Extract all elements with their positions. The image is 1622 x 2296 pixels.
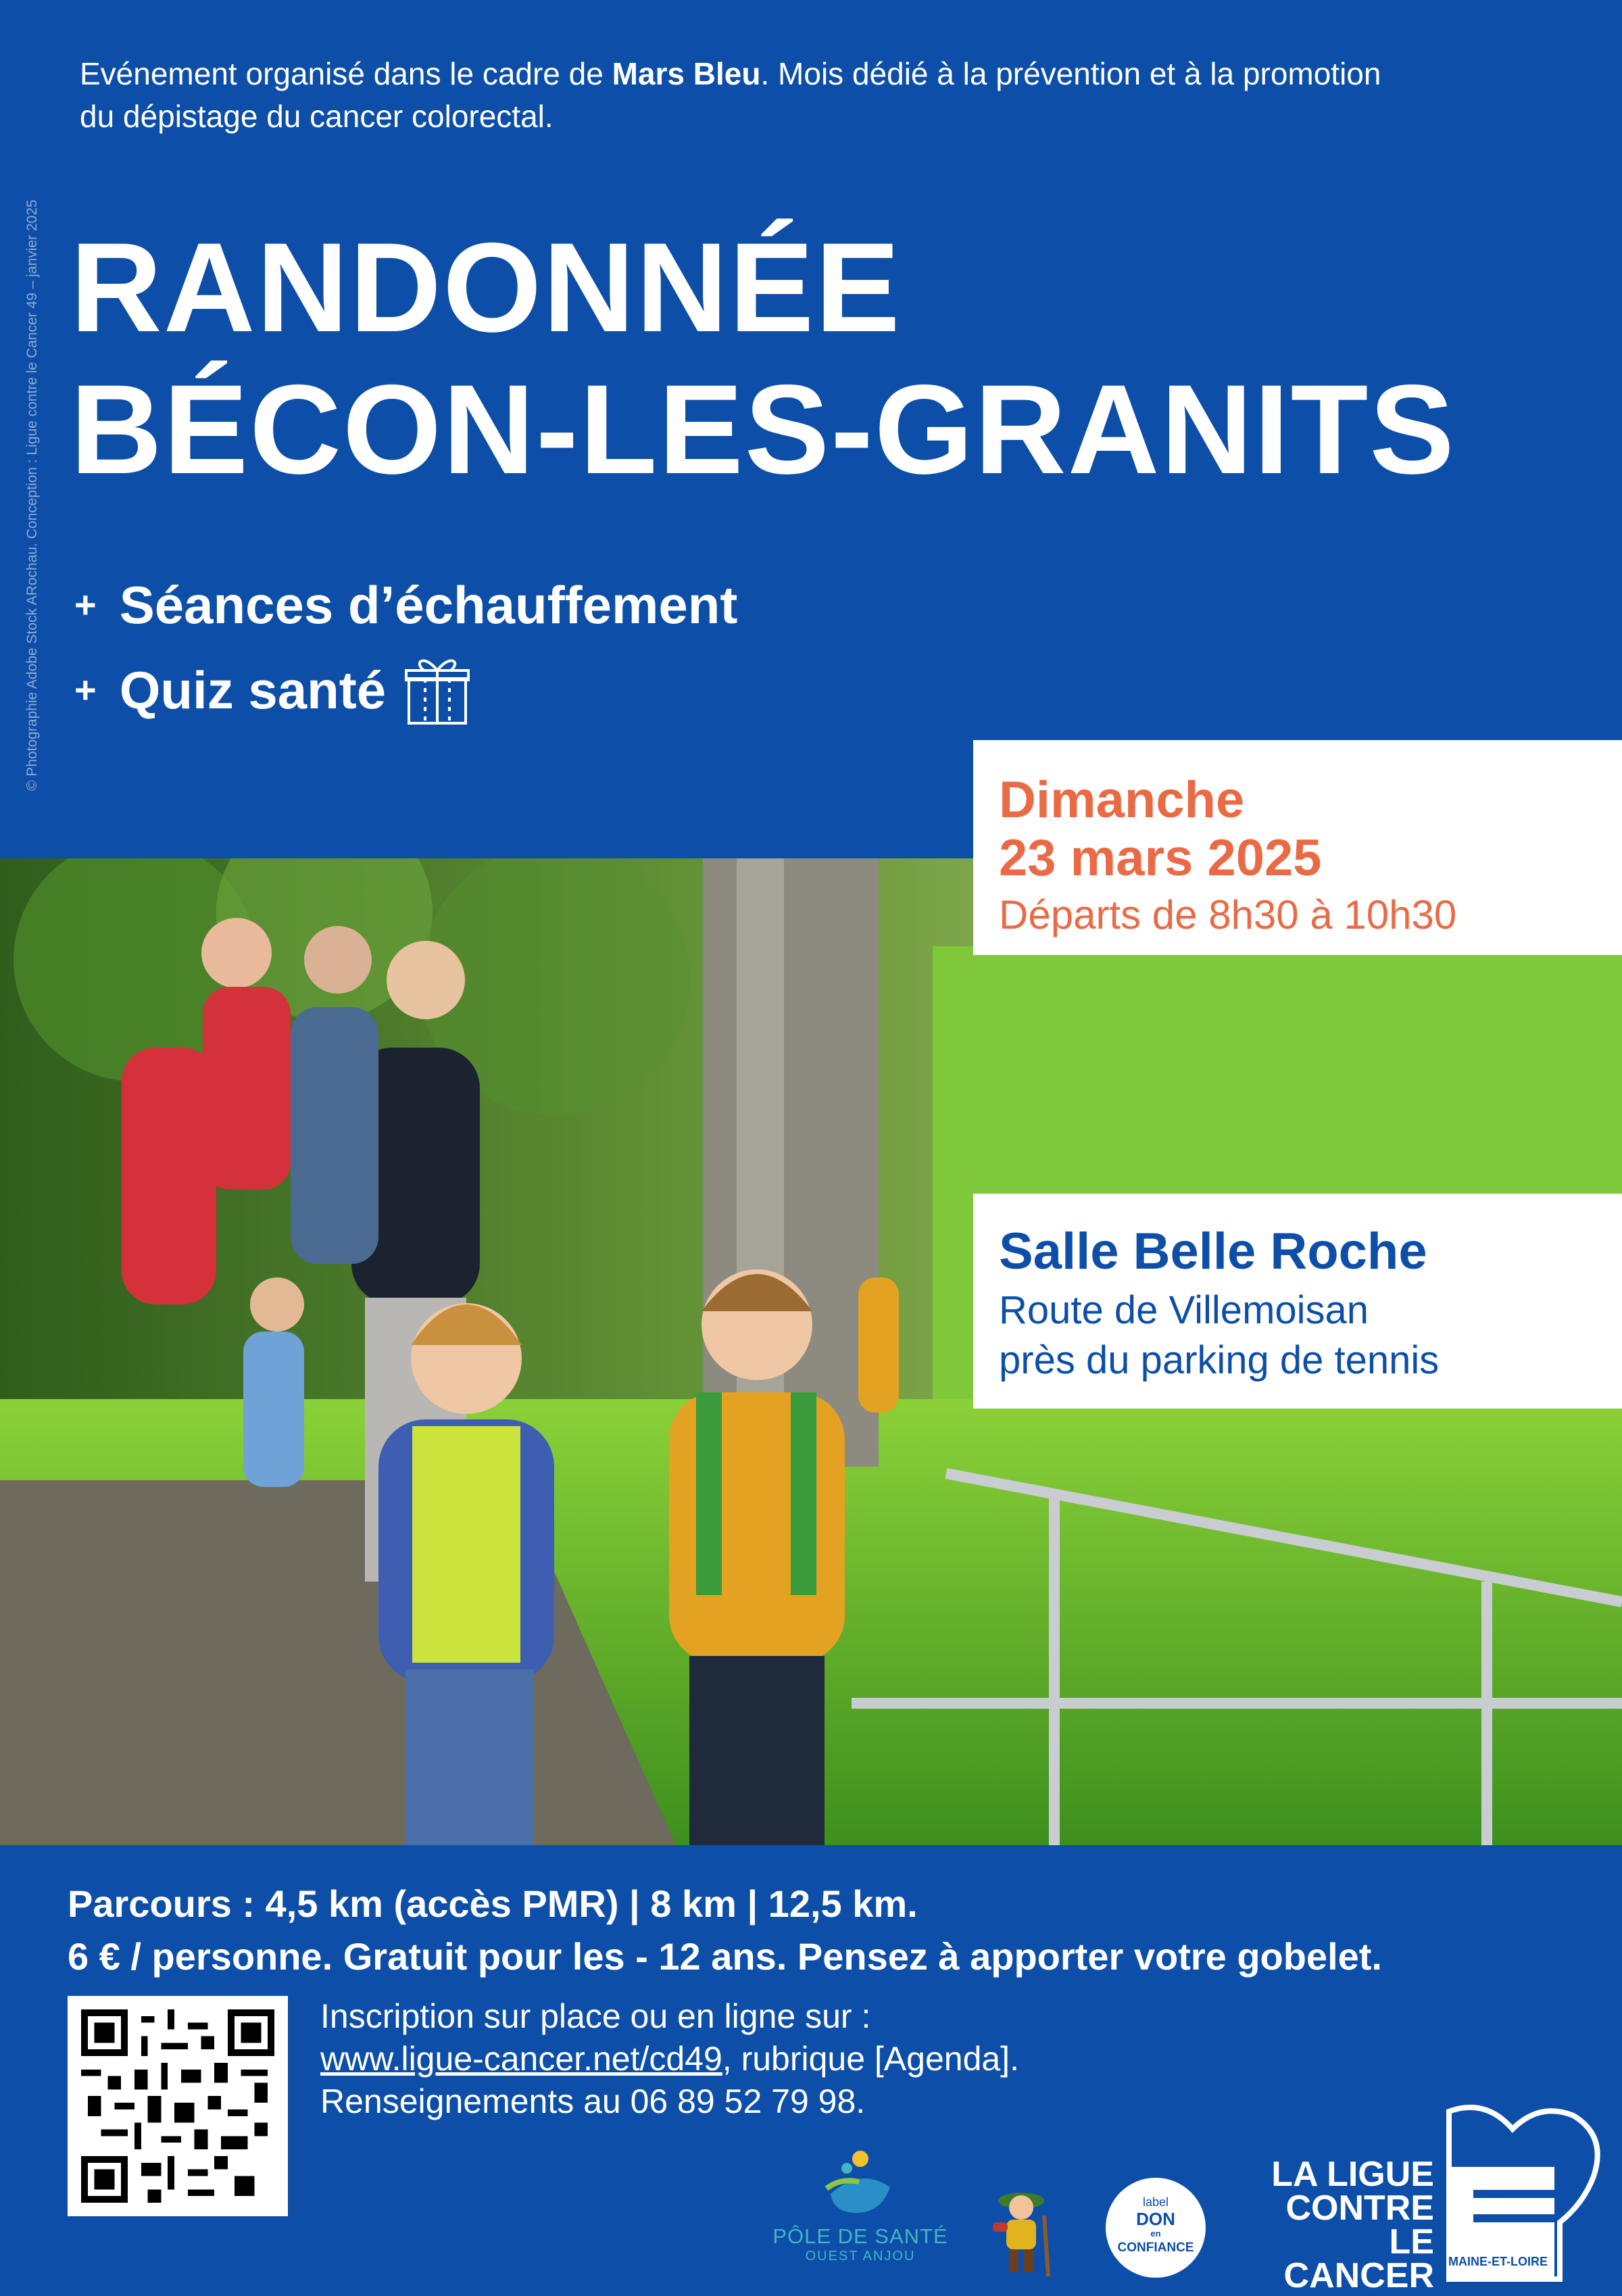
perk-quiz-label: Quiz santé	[119, 660, 387, 720]
pole-sante-icon	[820, 2147, 901, 2221]
price-info: 6 € / personne. Gratuit pour les - 12 ans. Pensez à apporter votre gobelet.	[68, 1935, 1382, 1978]
perk-warmup-label: Séances d’échauffement	[119, 575, 738, 635]
perk-warmup	[74, 575, 737, 635]
gift-icon	[405, 653, 470, 727]
route-distances: Parcours : 4,5 km (accès PMR) | 8 km | 12,5 km.	[68, 1882, 918, 1925]
route-info	[68, 1878, 1382, 1983]
hiker-mascot-logo	[983, 2182, 1059, 2282]
event-title	[70, 216, 1456, 500]
event-date: 23 mars 2025	[999, 829, 1322, 887]
plus-icon: +	[74, 583, 97, 626]
don-confiance: CONFIANCE	[1117, 2241, 1194, 2255]
ligue-cancer-wordmark: LA LIGUE CONTRE LE CANCER	[1271, 2155, 1434, 2295]
perk-quiz	[74, 653, 470, 727]
location-box	[973, 1194, 1622, 1409]
title-line-2: BÉCON-LES-GRANITS	[70, 358, 1456, 500]
photo-credit: © Photographie Adobe Stock ARochau. Conception : Ligue contre le Cancer 49 – janvier 2025	[24, 199, 40, 791]
pole-sante-name: PÔLE DE SANTÉ	[772, 2224, 948, 2248]
plus-icon: +	[74, 668, 97, 711]
registration-info: Inscription sur place ou en ligne sur : www.ligue-cancer.net/cd49, rubrique [Agenda]. Renseignements au 06 89 52 79 98.	[320, 1995, 1019, 2123]
venue-detail: près du parking de tennis	[999, 1338, 1440, 1382]
pole-sante-logo	[762, 2147, 958, 2282]
qr-code[interactable]	[68, 1996, 288, 2216]
don-label: label	[1142, 2195, 1169, 2209]
title-line-1: RANDONNÉE	[70, 216, 902, 358]
event-hours: Départs de 8h30 à 10h30	[999, 892, 1457, 937]
intro-text: Evénement organisé dans le cadre de Mars Bleu. Mois dédié à la prévention et à la promotion du dépistage du cancer colorectal.	[80, 56, 1381, 134]
venue-name: Salle Belle Roche	[999, 1223, 1427, 1280]
don-en: en	[1150, 2228, 1161, 2239]
venue-address: Route de Villemoisan	[999, 1288, 1369, 1332]
phone-info: Renseignements au 06 89 52 79 98.	[320, 2082, 866, 2120]
mars-bleu-label: Mars Bleu	[612, 56, 761, 91]
don-confiance-logo	[1106, 2178, 1206, 2278]
don-title: DON	[1136, 2209, 1175, 2229]
pole-sante-sub: OUEST ANJOU	[805, 2249, 916, 2264]
website-link[interactable]: www.ligue-cancer.net/cd49	[320, 2040, 722, 2078]
event-day: Dimanche	[999, 771, 1245, 829]
date-box	[973, 740, 1622, 955]
ligue-region: MAINE-ET-LOIRE	[1448, 2255, 1548, 2268]
registration-intro: Inscription sur place ou en ligne sur :	[320, 1997, 871, 2035]
